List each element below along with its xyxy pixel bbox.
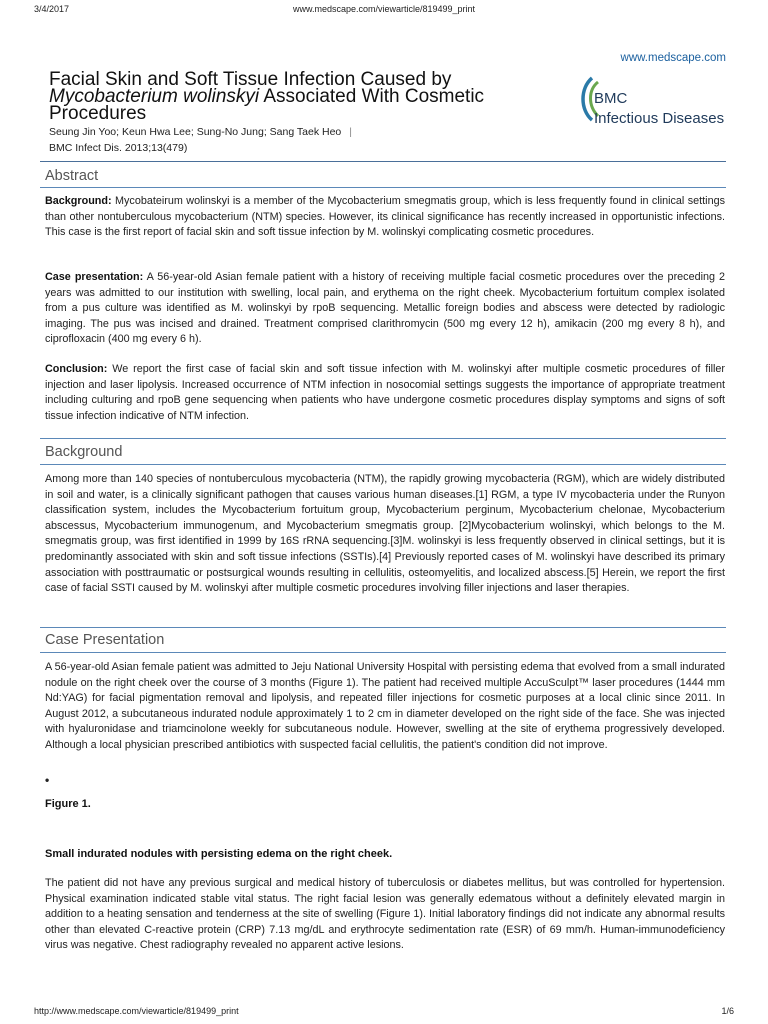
authors [49, 126, 352, 138]
page-number: 1/6 [721, 1006, 734, 1016]
title-line1: Facial Skin and Soft Tissue Infection Caused by [49, 69, 452, 90]
print-date: 3/4/2017 [34, 4, 70, 14]
logo-line1: BMC [594, 90, 628, 107]
background-divider [40, 464, 726, 465]
case-divider [40, 652, 726, 653]
abstract-background [45, 194, 725, 241]
abstract-conc-label: Conclusion: [45, 363, 108, 375]
abstract-case-text: A 56-year-old Asian female patient with a history of receiving multiple facial cosmetic procedures over the preceding 2 years was admitted to our institution with swelling, local pain, and erythema on the right cheek. Mycobacterium fortuitum complex isolated from a pus culture was identified as M. wolinskyi by rpoB sequencing. Metallic foreign bodies and abscess were detected by radiologic imaging. The pus was incised and drained. Treatment comprised clarithromycin (500 mg every 12 h), amikacin (200 mg every 8 h), and ciprofloxacin (400 mg every 6 h). [45, 271, 726, 346]
bmc-logo [578, 74, 728, 134]
authors-separator: | [349, 126, 353, 138]
abstract-bg-text: Mycobateirum wolinskyi is a member of the Mycobacterium smegmatis group, which is less frequently found in clinical settings than other nontuberculous mycobacterium (NTM) species. However, its clinical significance has recently increased in opportunistic infections. This case is the first report of facial skin and soft tissue infection by M. wolinskyi complicating cosmetic procedures. [45, 195, 725, 239]
title-line2: Associated With Cosmetic [259, 86, 485, 107]
abstract-bg-label: Background: [45, 195, 112, 207]
section-heading-case: Case Presentation [45, 632, 165, 648]
section-heading-background: Background [45, 444, 123, 460]
figure-label: Figure 1. [45, 798, 91, 810]
abstract-conc-text: We report the first case of facial skin and soft tissue infection with M. wolinskyi after multiple cosmetic procedures of filler injection and laser lipolysis. Increased occurrence of NTM infection in nosocomial settings suggests the importance of appropriate treatment including culturing and rpoB gene sequencing when patients who have undergone cosmetic procedures display symptoms and signs of soft tissue infection indicative of NTM infection. [45, 363, 725, 422]
figure-caption: Small indurated nodules with persisting edema on the right cheek. [45, 848, 393, 860]
abstract-case-label: Case presentation: [45, 271, 144, 283]
print-url: www.medscape.com/viewarticle/819499_print [292, 4, 476, 14]
abstract-case [45, 270, 725, 348]
author-list: Seung Jin Yoo; Keun Hwa Lee; Sung-No Jung; Sang Taek Heo [49, 126, 342, 138]
footer-url: http://www.medscape.com/viewarticle/819499_print [34, 1006, 239, 1016]
medscape-link[interactable]: www.medscape.com [620, 52, 726, 64]
case-paragraph: A 56-year-old Asian female patient was admitted to Jeju National University Hospital with persisting edema that evolved from a small indurated nodule on the right cheek over the course of 3 months (Figure 1). The patient had received multiple AccuSculpt™ laser procedures (1444 mm Nd:YAG) for facial pigmentation removal and lipolysis, and repeated filler injections for cosmetic purposes at a local clinic since 2011. In August 2012, a subcutaneous indurated nodule approximately 1 to 2 cm in diameter developed on the right side of the face. She was injected with hyaluronidase and triamcinolone weekly for subcutaneous nodule. However, swelling at the site of erythema progressively developed. Although a local physician prescribed antibiotics with suspected facial cellulitis, the patient's condition did not improve. [45, 661, 725, 751]
background-divider-top [40, 438, 726, 439]
abstract-conclusion [45, 362, 725, 424]
background-paragraph: Among more than 140 species of nontuberculous mycobacteria (NTM), the rapidly growing mycobacteria (RGM), which are widely distributed in soil and water, is a clinically significant pathogen that causes various human diseases.[1] RGM, a type IV mycobacteria under the Runyon classification system, includes the Mycobacterium fortuitum group, Mycobacterium perginum, Mycobacterium chelonae, Mycobacterium abscessus, Mycobacterium immunogenum, and Mycobacterium smegmatis group. [2]Mycobacterium wolinskyi, which belongs to the M. smegmatis group, was first identified in 1999 by 16S rRNA sequencing.[3]M. wolinskyi is less frequently observed in clinical settings, but it is predominantly associated with skin and soft tissue infections (SSTIs).[4] Previously reported cases of M. wolinskyi have described its primary association with posttraumatic or postsurgical wounds resulting in cellulitis, osteomyelitis, and localized abscess.[5] Herein, we report the first case of facial SSTI caused by M. wolinskyi after multiple cosmetic procedures involving filler injections and laser therapies. [45, 473, 725, 595]
article-title [49, 71, 569, 122]
after-figure-paragraph: The patient did not have any previous surgical and medical history of tuberculosis or diabetes mellitus, but was controlled for hypertension. Physical examination indicated stable vital status. The right facial lesion was generally edematous without a definitely elevated margin in addition to a heating sensation and tenderness at the site of swelling (Figure 1). Initial laboratory findings did not indicate any abnormal results other than elevated C-reactive protein (CRP) 7.13 mg/dL and erythrocyte sedimentation rate (ESR) of 69 mm/h. Human-immunodeficiency virus was negative. Chest radiography revealed no apparent active lesions. [45, 877, 725, 952]
title-organism: Mycobacterium wolinskyi [49, 86, 260, 107]
case-divider-top [40, 627, 726, 628]
citation: BMC Infect Dis. 2013;13(479) [49, 142, 188, 154]
logo-line2: Infectious Diseases [594, 110, 725, 127]
abstract-divider [40, 187, 726, 188]
title-divider [40, 161, 726, 162]
bullet: • [45, 773, 50, 787]
title-line3: Procedures [49, 103, 147, 124]
section-heading-abstract: Abstract [45, 168, 99, 184]
